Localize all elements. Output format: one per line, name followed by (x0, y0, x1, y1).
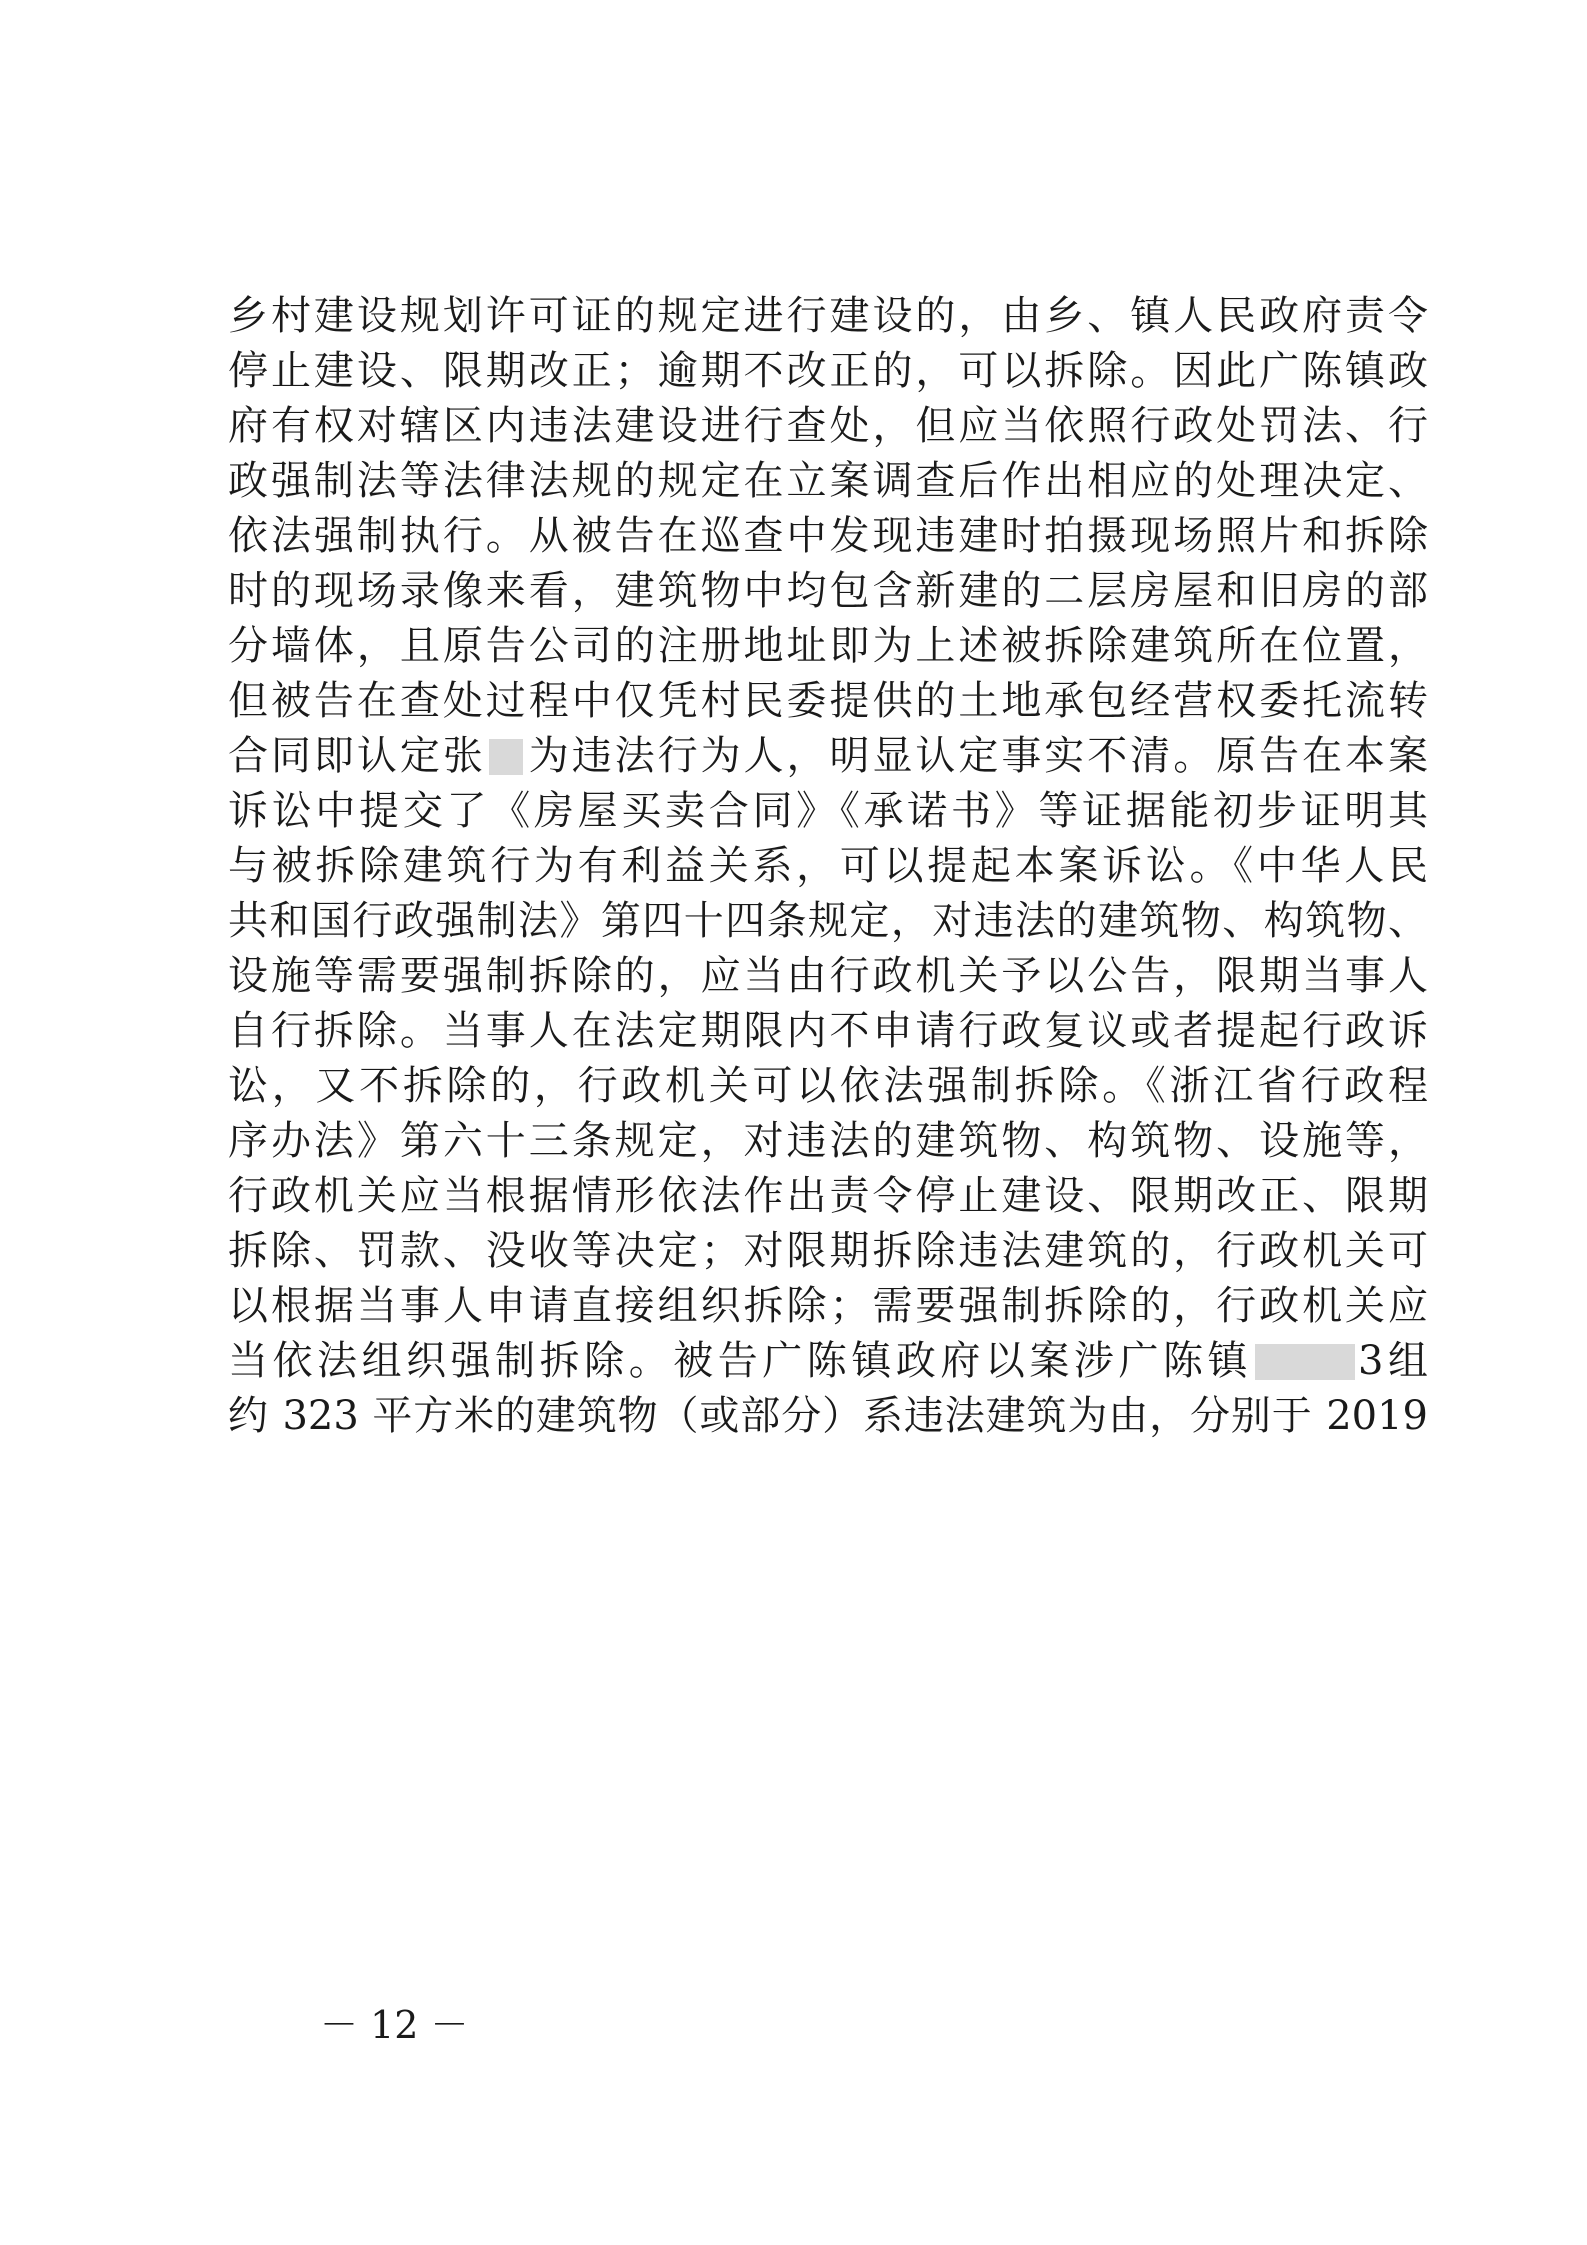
text-line-10: 诉讼中提交了《房屋买卖合同》《承诺书》等证据能初步证明其 (228, 788, 1428, 834)
text-line-20 (228, 1331, 1428, 1391)
text-line-16: 序办法》第六十三条规定，对违法的建筑物、构筑物、设施等， (228, 1118, 1428, 1164)
text-segment: 当依法组织强制拆除。被告广陈镇政府以案涉广陈镇 (228, 1338, 1253, 1384)
text-line-7: 分墙体，且原告公司的注册地址即为上述被拆除建筑所在位置， (228, 623, 1428, 669)
text-line-17: 行政机关应当根据情形依法作出责令停止建设、限期改正、限期 (228, 1173, 1428, 1219)
text-line-1: 乡村建设规划许可证的规定进行建设的，由乡、镇人民政府责令 (228, 293, 1428, 339)
text-line-2: 停止建设、限期改正；逾期不改正的，可以拆除。因此广陈镇政 (228, 348, 1428, 394)
text-line-14: 自行拆除。当事人在法定期限内不申请行政复议或者提起行政诉 (228, 1008, 1428, 1054)
text-segment: 3组 (1358, 1338, 1429, 1384)
text-line-18: 拆除、罚款、没收等决定；对限期拆除违法建筑的，行政机关可 (228, 1228, 1428, 1274)
redacted-village-name (1255, 1344, 1355, 1380)
text-line-6: 时的现场录像来看，建筑物中均包含新建的二层房屋和旧房的部 (228, 568, 1428, 614)
text-segment: 合同即认定张 (228, 733, 486, 779)
redacted-name (489, 739, 523, 775)
text-line-15: 讼，又不拆除的，行政机关可以依法强制拆除。《浙江省行政程 (228, 1063, 1428, 1109)
text-line-19: 以根据当事人申请直接组织拆除；需要强制拆除的，行政机关应 (228, 1283, 1428, 1329)
text-line-3: 府有权对辖区内违法建设进行查处，但应当依照行政处罚法、行 (228, 403, 1428, 449)
text-line-5: 依法强制执行。从被告在巡查中发现违建时拍摄现场照片和拆除 (228, 513, 1428, 559)
text-line-21: 约 323 平方米的建筑物（或部分）系违法建筑为由，分别于 2019 (228, 1393, 1428, 1439)
text-line-12: 共和国行政强制法》第四十四条规定，对违法的建筑物、构筑物、 (228, 898, 1428, 944)
text-line-13: 设施等需要强制拆除的，应当由行政机关予以公告，限期当事人 (228, 953, 1428, 999)
page-number: － 12 － (320, 2003, 469, 2047)
text-line-9 (228, 726, 1428, 786)
text-line-8: 但被告在查处过程中仅凭村民委提供的土地承包经营权委托流转 (228, 678, 1428, 724)
text-segment: 为违法行为人，明显认定事实不清。原告在本案 (525, 733, 1429, 779)
text-line-11: 与被拆除建筑行为有利益关系，可以提起本案诉讼。《中华人民 (228, 843, 1428, 889)
text-line-4: 政强制法等法律法规的规定在立案调查后作出相应的处理决定、 (228, 458, 1428, 504)
